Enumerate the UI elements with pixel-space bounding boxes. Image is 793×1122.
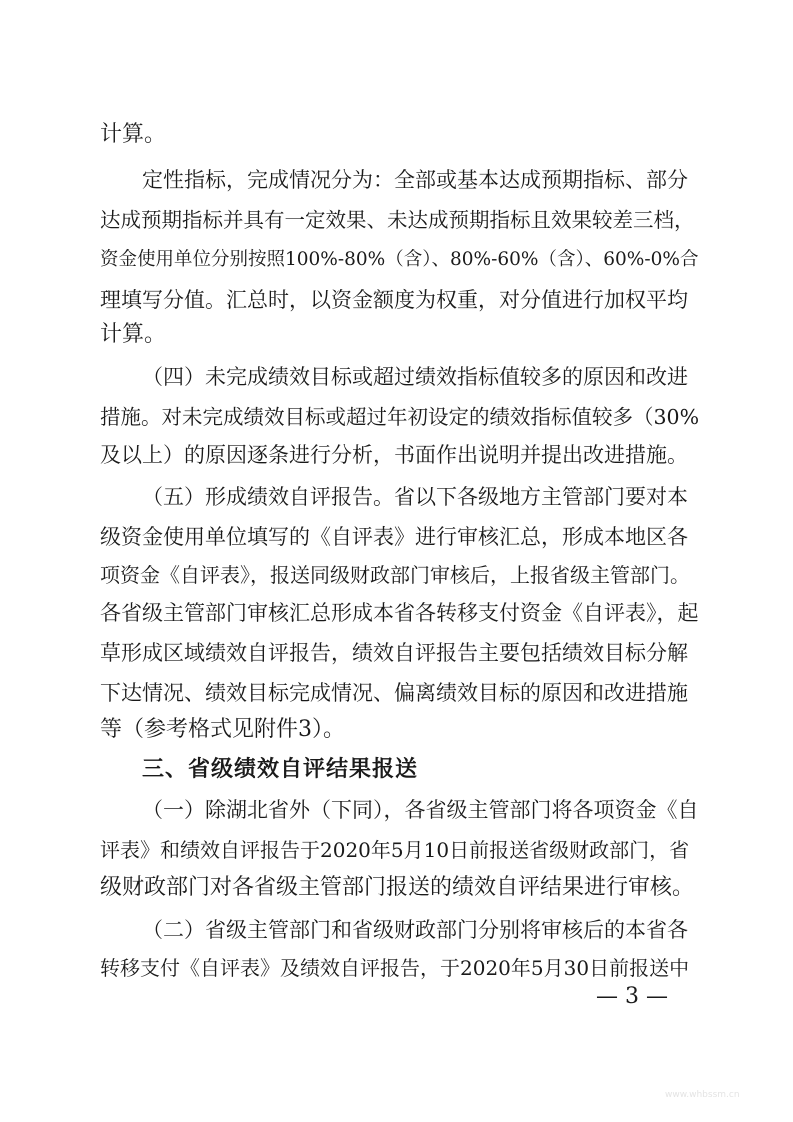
text-line: 达成预期指标并具有一定效果、未达成预期指标且效果较差三档， [100, 208, 695, 232]
text-line: （四）未完成绩效目标或超过绩效指标值较多的原因和改进 [142, 365, 688, 389]
text-line: （五）形成绩效自评报告。省以下各级地方主管部门要对本 [142, 485, 688, 509]
text-line: （一）除湖北省外（下同），各省级主管部门将各项资金《自 [142, 798, 699, 822]
text-line: 资金使用单位分别按照100%-80%（含）、80%-60%（含）、60%-0%合 [100, 249, 699, 270]
text-line: 定性指标，完成情况分为：全部或基本达成预期指标、部分 [142, 168, 688, 192]
text-line: 等（参考格式见附件3）。 [100, 717, 345, 742]
text-line: （二）省级主管部门和省级财政部门分别将审核后的本省各 [142, 918, 688, 942]
text-line: 项资金《自评表》，报送同级财政部门审核后，上报省级主管部门。 [100, 563, 690, 587]
text-line: 草形成区域绩效自评报告，绩效自评报告主要包括绩效目标分解 [100, 641, 688, 665]
text-line: 计算。 [100, 122, 167, 147]
section-heading: 三、省级绩效自评结果报送 [142, 757, 419, 782]
text-line: 各省级主管部门审核汇总形成本省各转移支付资金《自评表》，起 [100, 601, 699, 625]
text-line: 下达情况、绩效目标完成情况、偏离绩效目标的原因和改进措施 [100, 681, 688, 705]
text-line: 级资金使用单位填写的《自评表》进行审核汇总，形成本地区各 [100, 525, 688, 549]
text-line: 转移支付《自评表》及绩效自评报告，于2020年5月30日前报送中 [100, 956, 690, 980]
text-line: 评表》和绩效自评报告于2020年5月10日前报送省级财政部门，省 [100, 838, 690, 862]
page-number: — 3 — [596, 984, 668, 1009]
text-line: 理填写分值。汇总时，以资金额度为权重，对分值进行加权平均 [100, 288, 688, 312]
text-line: 级财政部门对各省级主管部门报送的绩效自评结果进行审核。 [100, 875, 695, 900]
text-line: 及以上）的原因逐条进行分析，书面作出说明并提出改进措施。 [100, 443, 688, 467]
text-line: 计算。 [100, 322, 167, 347]
text-line: 措施。对未完成绩效目标或超过年初设定的绩效指标值较多（30% [100, 405, 700, 429]
watermark: www.whbssm.cn [665, 1090, 740, 1100]
